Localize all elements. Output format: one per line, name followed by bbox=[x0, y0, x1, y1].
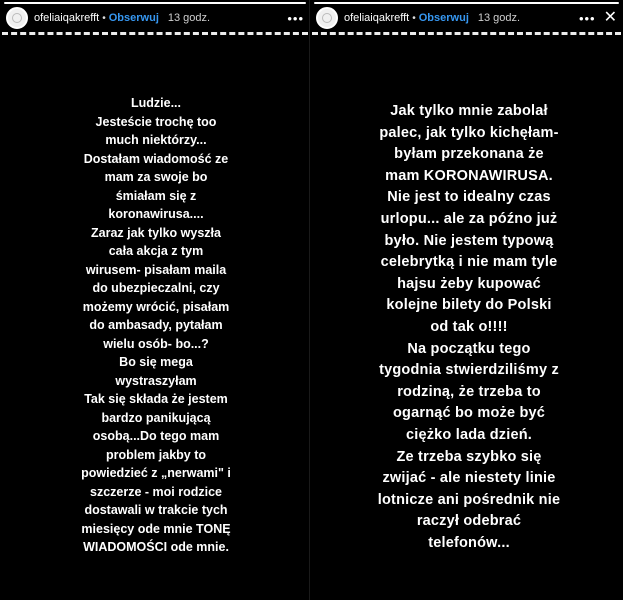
username[interactable]: ofeliaiqakrefft bbox=[344, 12, 410, 24]
story-progress-bar bbox=[314, 2, 619, 4]
username[interactable]: ofeliaiqakrefft bbox=[34, 12, 100, 24]
follow-button[interactable]: Obserwuj bbox=[108, 12, 159, 24]
story-text: Ludzie... Jesteście trochę too much niektórzy... Dostałam wiadomość ze mam za swoje bo śmiałam się z koronawirusa.... Zaraz jak tylko wyszła cała akcja z tym wirusem- pisałam maila do ubezpieczalni, czy możemy wrócić, pisałam do ambasady, pytałam wielu osób- bo...? Bo się mega wystraszyłam Tak się składa że jestem bardzo panikującą osobą...Do tego mam problem jakby to powiedzieć z „nerwami" i szczerze - moi rodzice dostawali w trakcie tych miesięcy ode mnie TONĘ WIADOMOŚCI ode mnie. bbox=[81, 96, 231, 554]
story-panel-left bbox=[0, 0, 310, 600]
more-options-icon[interactable]: ••• bbox=[287, 10, 304, 26]
dashed-divider bbox=[2, 32, 308, 35]
story-progress-bar bbox=[4, 2, 306, 4]
timestamp: 13 godz. bbox=[167, 12, 211, 24]
dashed-divider bbox=[312, 32, 621, 35]
progress-segment bbox=[314, 2, 619, 4]
more-options-icon[interactable]: ••• bbox=[578, 10, 596, 26]
separator-dot: • bbox=[102, 12, 106, 24]
follow-button[interactable]: Obserwuj bbox=[418, 12, 469, 24]
avatar[interactable] bbox=[6, 7, 28, 29]
separator-dot: • bbox=[412, 12, 416, 24]
progress-segment bbox=[4, 2, 306, 4]
avatar[interactable] bbox=[316, 7, 338, 29]
story-header bbox=[316, 5, 617, 31]
timestamp: 13 godz. bbox=[477, 12, 521, 24]
story-panel-right bbox=[310, 0, 623, 600]
close-icon[interactable]: ✕ bbox=[603, 9, 617, 26]
story-header bbox=[6, 5, 304, 31]
story-text: Jak tylko mnie zabolał palec, jak tylko kichęłam- byłam przekonana że mam KORONAWIRUSA. Nie jest to idealny czas urlopu... ale za późno już było. Nie jestem typową celebrytką i nie mam tyle hajsu żeby kupować kolejne bilety do Polski od tak o!!!! Na początku tego tygodnia stwierdziliśmy z rodziną, że trzeba to ogarnąć bo może być ciężko lada dzień. Ze trzeba szybko się zwijać - ale niestety linie lotnicze ani pośrednik nie raczył odebrać telefonów... bbox=[377, 103, 561, 551]
